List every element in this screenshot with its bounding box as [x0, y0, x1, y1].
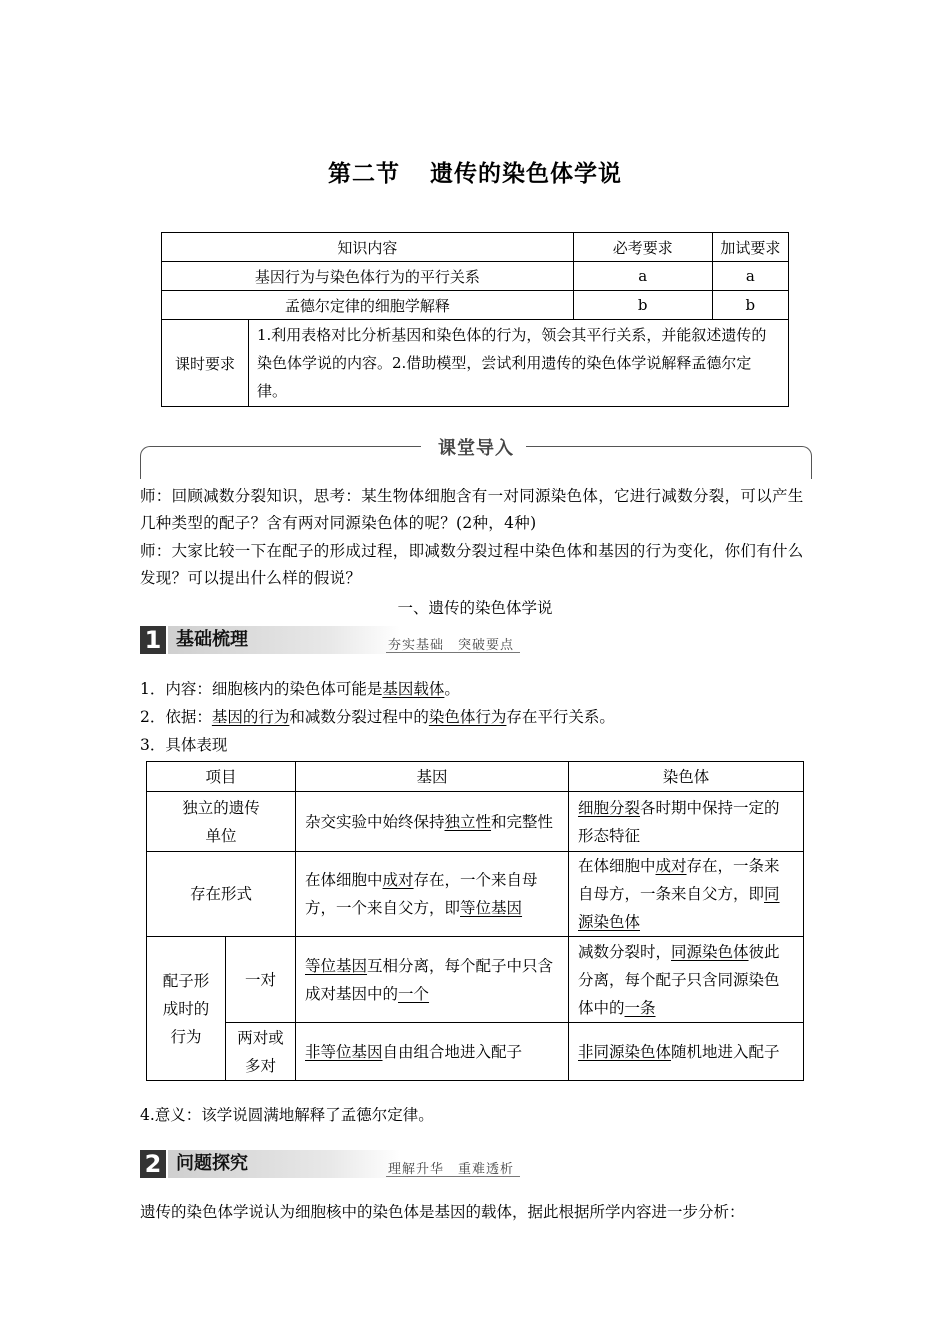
- underlined-answer: 染色体行为: [428, 708, 507, 726]
- closing-paragraph: 遗传的染色体学说认为细胞核中的染色体是基因的载体，据此根据所学内容进一步分析：: [140, 1203, 745, 1221]
- header-cell: 必考要求: [573, 233, 712, 262]
- row-sublabel: 两对或多对: [226, 1023, 296, 1081]
- table-cell: a: [712, 262, 788, 291]
- list-item: 1．内容：细胞核内的染色体可能是基因载体。: [140, 680, 460, 698]
- header-cell: 基因: [296, 762, 569, 792]
- section-header-inquiry: [140, 1150, 520, 1180]
- table-row: [147, 1023, 804, 1081]
- underlined-answer: 基因载体: [382, 680, 445, 698]
- table-row: [162, 291, 789, 320]
- behavior-table: [146, 761, 804, 1081]
- underlined-answer: 成对: [655, 857, 687, 875]
- table-cell: 减数分裂时，同源染色体彼此分离，每个配子只含同源染色体中的一条: [569, 937, 804, 1023]
- list-item: 2．依据：基因的行为和减数分裂过程中的染色体行为存在平行关系。: [140, 708, 615, 726]
- table-cell: a: [573, 262, 712, 291]
- underlined-answer: 成对: [382, 871, 414, 889]
- row-label: 存在形式: [147, 852, 296, 937]
- underlined-answer: 独立性: [444, 812, 492, 831]
- section-title: 问题探究: [176, 1153, 248, 1174]
- intro-paragraph-1: 师：回顾减数分裂知识，思考：某生物体细胞含有一对同源染色体，它进行减数分裂，可以产生几种类型的配子？含有两对同源染色体的呢？(2种，4种): [140, 487, 804, 532]
- table-cell: 在体细胞中成对存在，一条来自母方，一条来自父方，即同源染色体: [569, 852, 804, 937]
- underlined-answer: 细胞分裂: [578, 798, 641, 817]
- lesson-label: 课时要求: [162, 320, 249, 407]
- table-header-row: [147, 762, 804, 792]
- table-cell: 非同源染色体随机地进入配子: [569, 1023, 804, 1081]
- section-rule: [386, 1176, 520, 1177]
- header-cell: 知识内容: [162, 233, 574, 262]
- intro-banner: [140, 430, 812, 480]
- table-cell: 在体细胞中成对存在，一个来自母方，一个来自父方，即等位基因: [296, 852, 569, 937]
- underlined-answer: 一个: [398, 984, 430, 1003]
- row-sublabel: 一对: [226, 937, 296, 1023]
- section-subtitle: 夯实基础 突破要点: [388, 638, 515, 653]
- table-row: [147, 937, 804, 1023]
- section-number: 2: [140, 1150, 166, 1178]
- table-cell: b: [573, 291, 712, 320]
- table-header-row: [162, 233, 789, 262]
- table-cell: 等位基因互相分离，每个配子中只含成对基因中的一个: [296, 937, 569, 1023]
- table-cell: 细胞分裂各时期中保持一定的形态特征: [569, 792, 804, 852]
- title-section-number: 第二节: [328, 161, 400, 187]
- page-title: [0, 155, 950, 188]
- header-cell: 项目: [147, 762, 296, 792]
- table-row: [162, 262, 789, 291]
- list-item: 3．具体表现: [140, 736, 228, 754]
- table-cell: 非等位基因自由组合地进入配子: [296, 1023, 569, 1081]
- underlined-answer: 非同源染色体: [578, 1042, 672, 1061]
- underlined-answer: 一条: [624, 998, 656, 1017]
- table-cell: 基因行为与染色体行为的平行关系: [162, 262, 574, 291]
- table-row: [147, 852, 804, 937]
- lesson-requirement-text: 1.利用表格对比分析基因和染色体的行为，领会其平行关系，并能叙述遗传的染色体学说的内容。2.借助模型，尝试利用遗传的染色体学说解释孟德尔定律。: [249, 320, 789, 407]
- table-cell: 杂交实验中始终保持独立性和完整性: [296, 792, 569, 852]
- header-cell: 染色体: [569, 762, 804, 792]
- list-item: 4.意义：该学说圆满地解释了孟德尔定律。: [140, 1106, 434, 1124]
- section-number: 1: [140, 626, 166, 654]
- table-cell: 孟德尔定律的细胞学解释: [162, 291, 574, 320]
- section-header-basics: [140, 626, 520, 656]
- underlined-answer: 等位基因: [460, 899, 523, 917]
- section-title: 基础梳理: [176, 629, 248, 650]
- underlined-answer: 同源染色体: [578, 885, 780, 931]
- underlined-answer: 同源染色体: [671, 942, 749, 961]
- row-label: 独立的遗传单位: [147, 792, 296, 852]
- table-cell: b: [712, 291, 788, 320]
- underlined-answer: 基因的行为: [211, 708, 290, 726]
- row-label: 配子形成时的行为: [147, 937, 226, 1081]
- section-rule: [386, 652, 520, 653]
- banner-label: 课堂导入: [438, 438, 514, 459]
- table-row: [147, 792, 804, 852]
- header-cell: 加试要求: [712, 233, 788, 262]
- intro-paragraph-2: 师：大家比较一下在配子的形成过程，即减数分裂过程中染色体和基因的行为变化，你们有什么发现？可以提出什么样的假说？: [140, 542, 804, 587]
- section-subtitle: 理解升华 重难透析: [388, 1162, 515, 1177]
- underlined-answer: 非等位基因: [305, 1042, 383, 1061]
- part-heading: 一、遗传的染色体学说: [397, 599, 553, 617]
- underlined-answer: 等位基因: [305, 956, 368, 975]
- table-row: [162, 320, 789, 407]
- title-text: 遗传的染色体学说: [430, 161, 622, 187]
- requirements-table: [161, 232, 789, 407]
